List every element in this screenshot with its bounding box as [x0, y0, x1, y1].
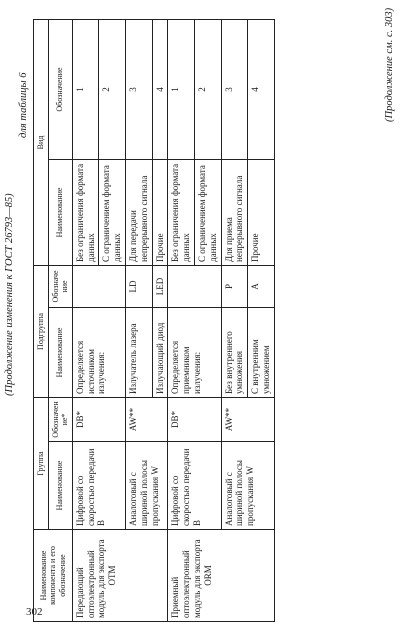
header-component: Наименование компонента и его обозначение [34, 530, 73, 622]
type-name: С ограничением формата данных [194, 159, 221, 265]
subgroup-name: Определяется приемником излучения: [168, 307, 221, 397]
type-name: Прочие [152, 159, 168, 265]
type-code: 3 [221, 19, 248, 159]
subgroup-name: Без внутреннего умножения [221, 307, 248, 397]
table-row [72, 19, 99, 621]
group-code: AW** [125, 397, 167, 441]
classification-table [33, 19, 275, 622]
group-name: Цифровой со скоростью передачи В [72, 442, 125, 530]
page-number: 302 [26, 606, 43, 618]
type-code: 2 [99, 19, 126, 159]
subgroup-name: Определяется источником излучения: [72, 307, 125, 397]
type-code: 4 [248, 19, 275, 159]
type-name: С ограничением формата данных [99, 159, 126, 265]
table-caption: для таблицы 6 [18, 72, 29, 138]
group-name: Аналоговый с шириной полосы пропускания W [221, 442, 274, 530]
type-code: 1 [72, 19, 99, 159]
subgroup-code [72, 265, 125, 307]
group-name: Аналоговый с шириной полосы пропускания W [125, 442, 167, 530]
table-row [168, 19, 195, 621]
type-name: Без ограничения формата данных [72, 159, 99, 265]
continuation-footer: (Продолжение см. с. 303) [384, 7, 395, 122]
type-code: 1 [168, 19, 195, 159]
continuation-caption: (Продолжение изменения к ГОСТ 26793—85) [4, 193, 15, 396]
type-code: 3 [125, 19, 152, 159]
type-name: Без ограничения формата данных [168, 159, 195, 265]
subgroup-name: С внутренним умножением [248, 307, 275, 397]
type-code: 2 [194, 19, 221, 159]
header-group: Группа [34, 397, 49, 529]
subgroup-code: P [221, 265, 248, 307]
type-code: 4 [152, 19, 168, 159]
header-group-designation: Обозначение* [48, 397, 72, 441]
component-abbr: OTM [107, 565, 118, 586]
header-subgroup-designation: Обозначение [48, 265, 72, 307]
component-name: Приемный оптоэлектронный модуль для экспорта [170, 539, 202, 618]
subgroup-name: Излучающий диод [152, 307, 168, 397]
component-name: Передающий оптоэлектронный модуль для экспорта [74, 539, 107, 618]
subgroup-code: LD [125, 265, 152, 307]
type-name: Прочие [248, 159, 275, 265]
type-name: Для передачи непрерывного сигнала [125, 159, 152, 265]
header-type: Вид [34, 19, 49, 265]
group-name: Цифровой со скоростью передачи В [168, 442, 221, 530]
header-type-name: Наименование [48, 159, 72, 265]
group-code: DB* [168, 397, 221, 441]
group-code: AW** [221, 397, 274, 441]
component-cell [168, 530, 274, 622]
header-subgroup-name: Наименование [48, 307, 72, 397]
header-subgroup: Подгруппа [34, 265, 49, 397]
subgroup-code: A [248, 265, 275, 307]
group-code: DB* [72, 397, 125, 441]
type-name: Для приема непрерывного сигнала [221, 159, 248, 265]
header-type-designation: Обозначение [48, 19, 72, 159]
component-abbr: ORM [202, 565, 213, 586]
subgroup-code: LED [152, 265, 168, 307]
header-group-name: Наименование [48, 442, 72, 530]
subgroup-name: Излучатель лазера [125, 307, 152, 397]
component-cell [72, 530, 168, 622]
subgroup-code [168, 265, 221, 307]
